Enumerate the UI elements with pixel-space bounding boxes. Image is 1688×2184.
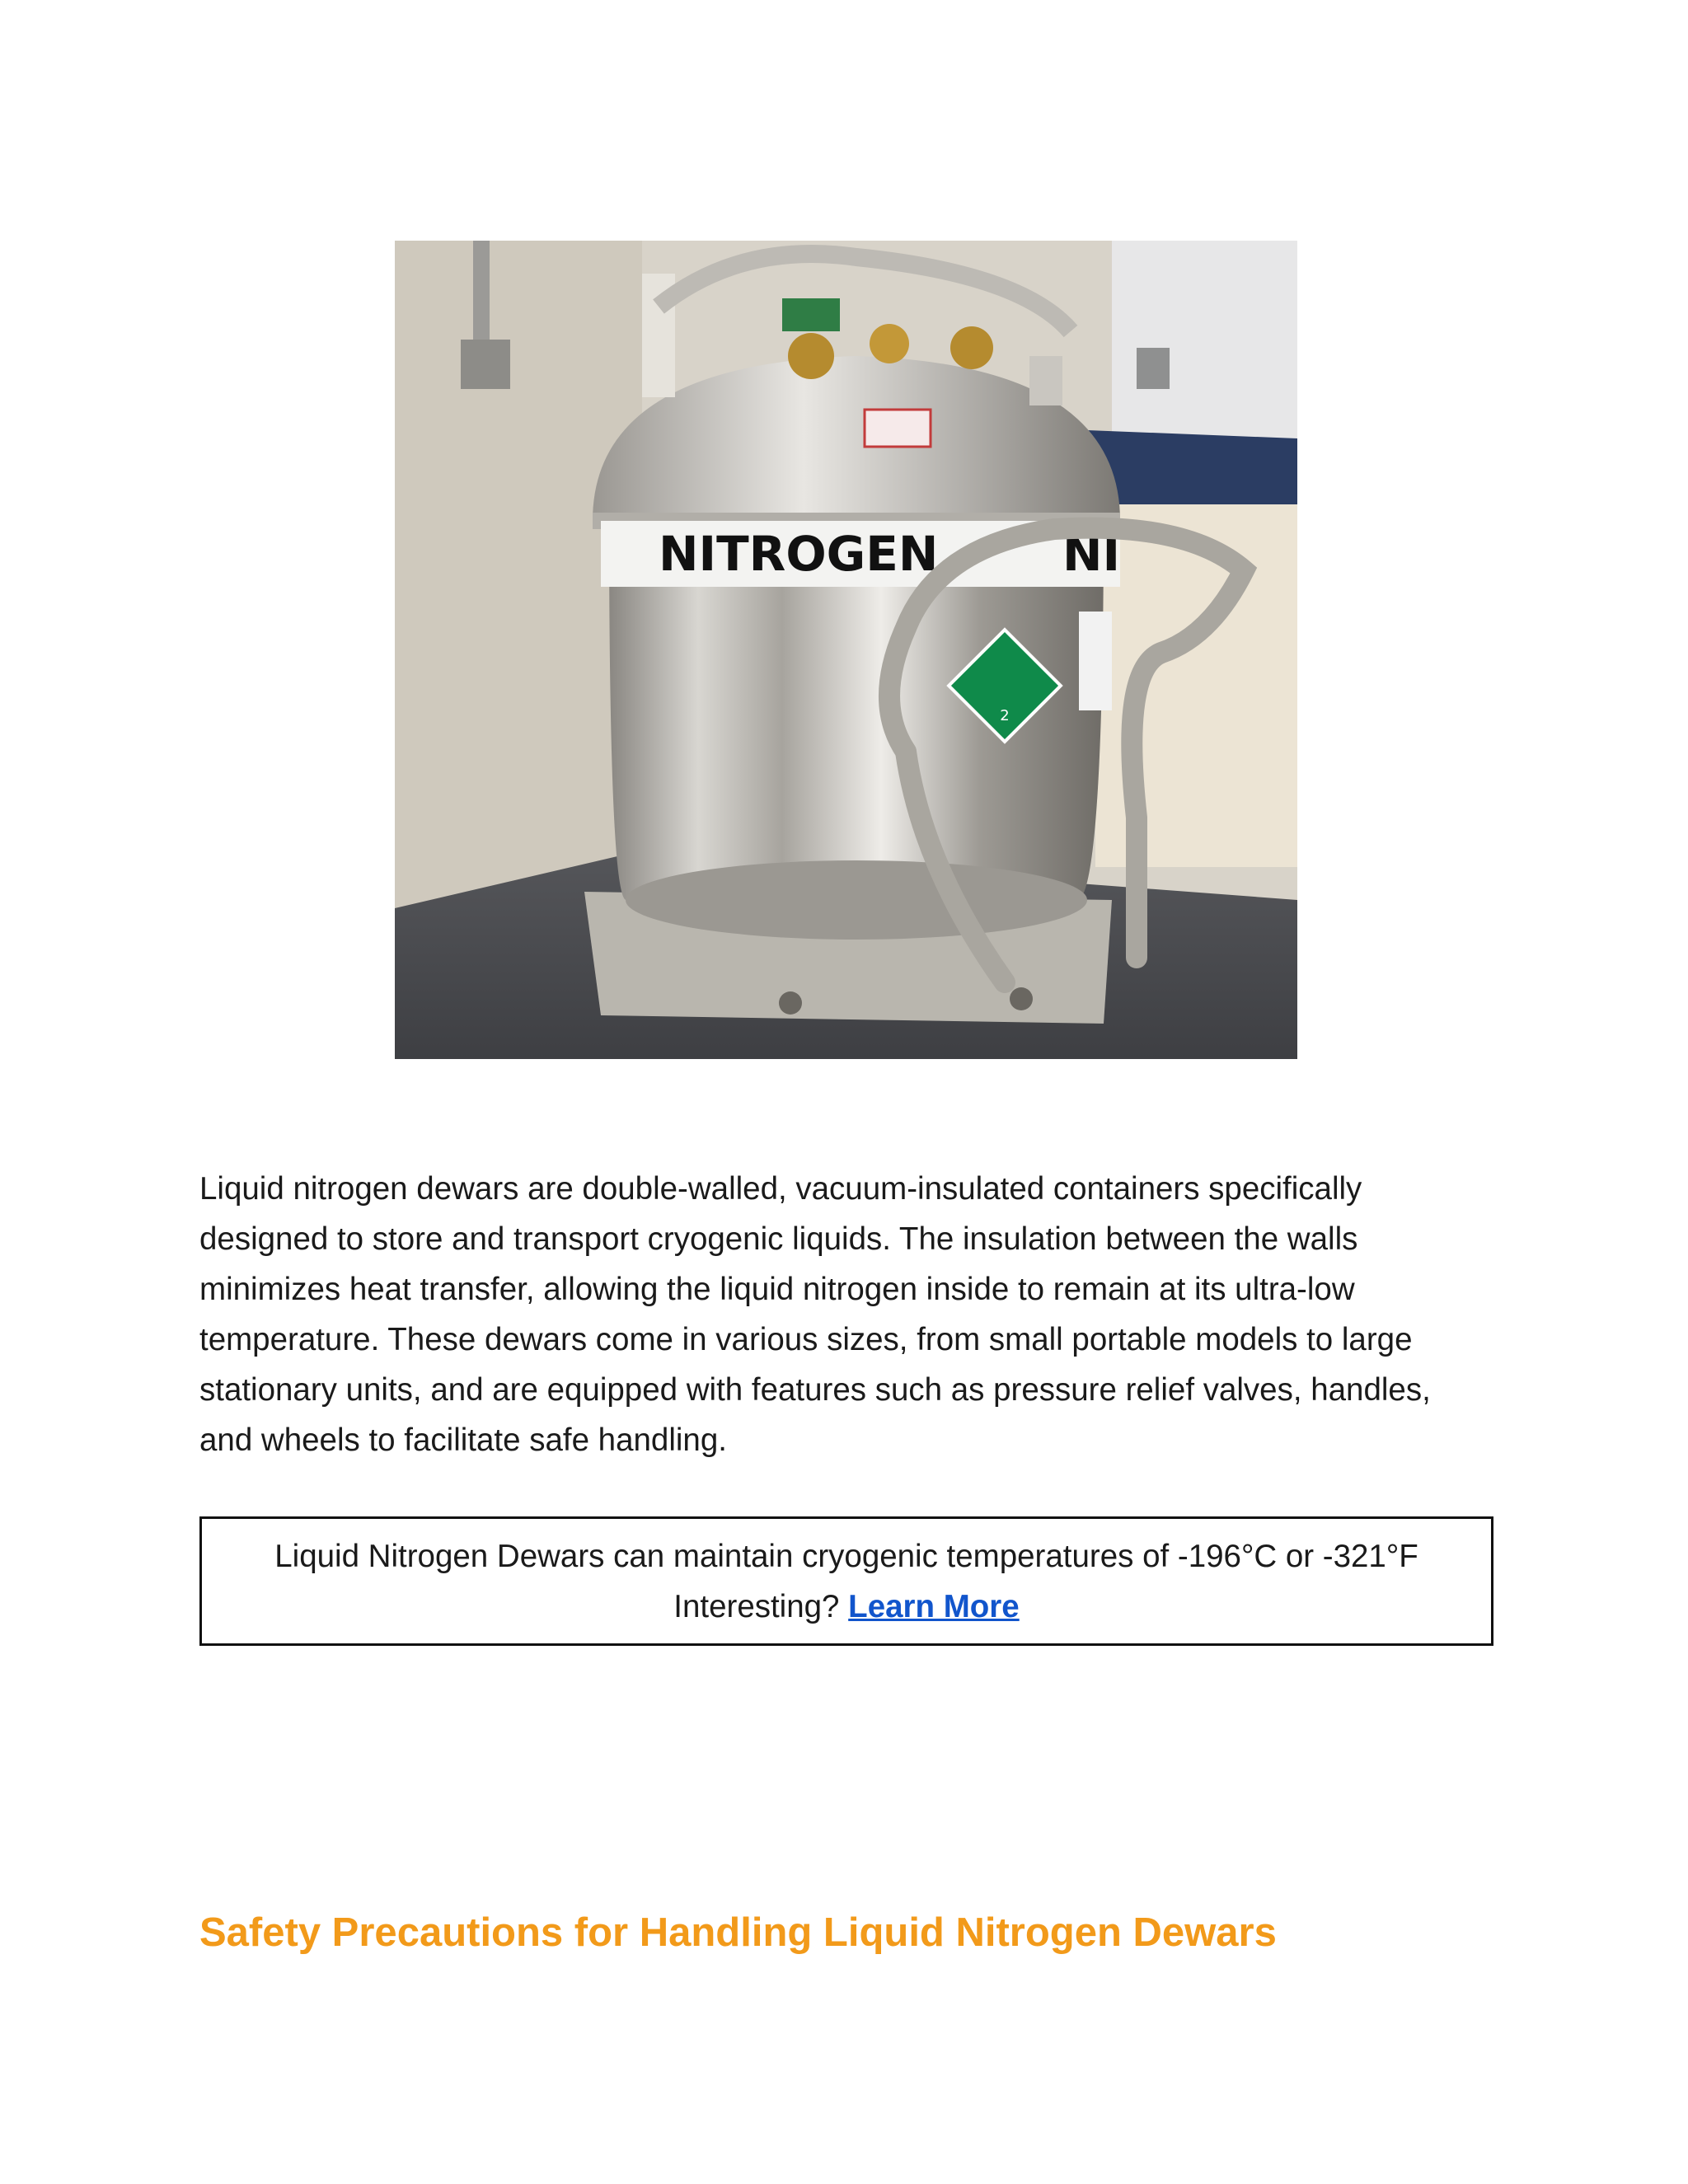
hazard-class-number: 2 <box>1000 707 1010 724</box>
nitrogen-label: NITROGEN <box>659 526 939 582</box>
callout-prompt-line <box>202 1582 1491 1632</box>
nitrogen-label-partial: NI <box>1062 526 1121 582</box>
learn-more-link[interactable]: Learn More <box>848 1589 1020 1624</box>
callout-fact-text: Liquid Nitrogen Dewars can maintain cryogenic temperatures of -196°C or -321°F <box>274 1539 1418 1574</box>
fact-callout-box <box>199 1516 1493 1646</box>
section-heading: Safety Precautions for Handling Liquid Nitrogen Dewars <box>199 1910 1277 1955</box>
intro-paragraph: Liquid nitrogen dewars are double-walled, vacuum-insulated containers specifically designed to store and transport cryogenic liquids. The insulation between the walls minimizes heat transfer, allowing the liquid nitrogen inside to remain at its ultra-low temperature. These dewars come in various sizes, from small portable models to large stationary units, and are equipped with features such as pressure relief valves, handles, and wheels to facilitate safe handling. <box>199 1171 1431 1458</box>
dewar-photo <box>395 241 1297 1059</box>
callout-prompt: Interesting? <box>673 1589 840 1624</box>
dewar-illustration <box>395 241 1297 1059</box>
